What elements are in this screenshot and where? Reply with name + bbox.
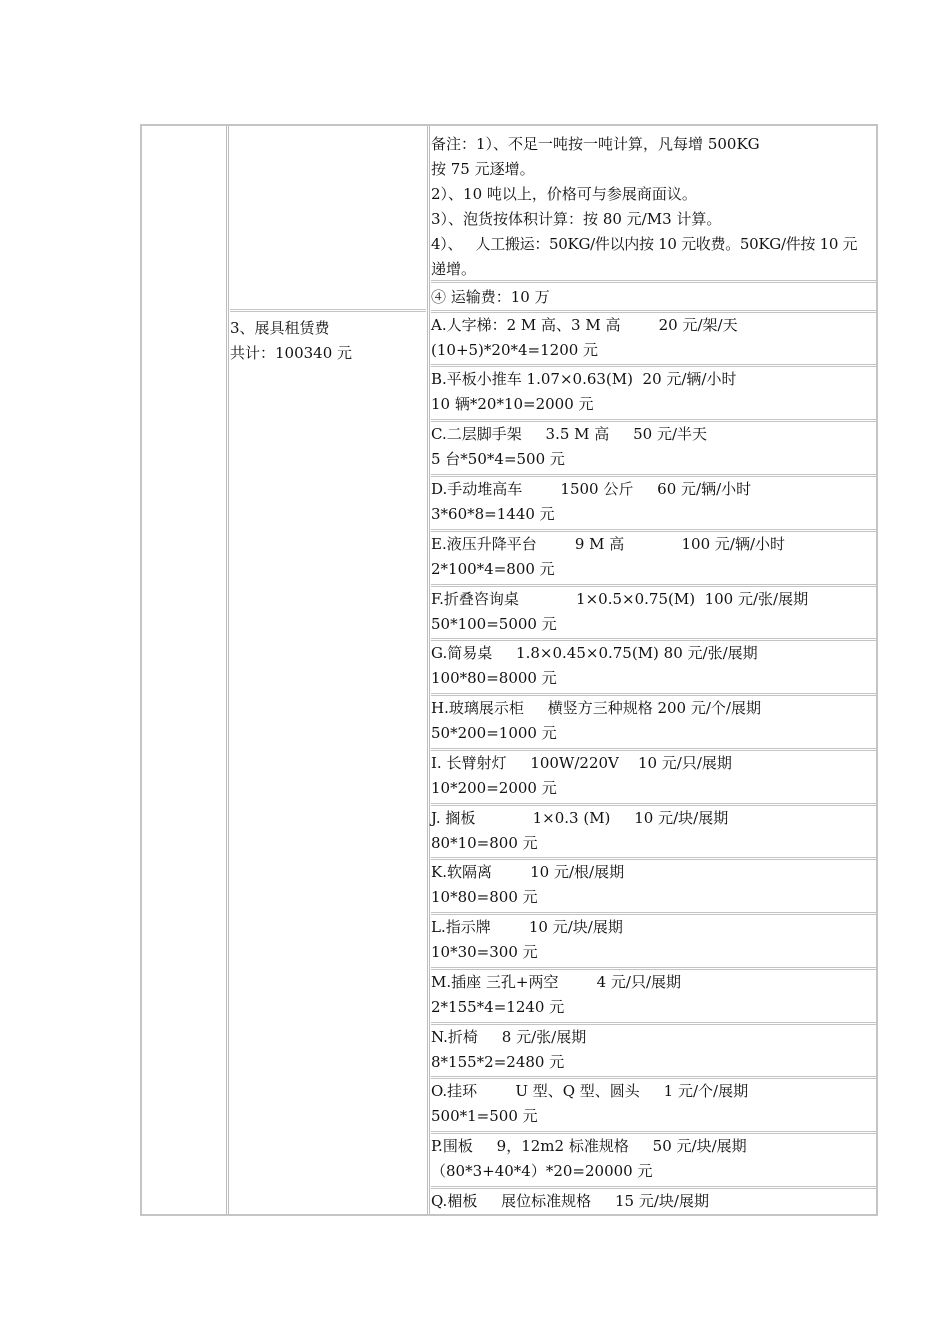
item-spec: J. 搁板 1×0.3 (M) 10 元/块/展期 xyxy=(431,809,729,827)
item-spec: K.软隔离 10 元/根/展期 xyxy=(431,863,625,881)
item-calc: 100*80=8000 元 xyxy=(431,669,557,687)
item-spec: E.液压升降平台 9 M 高 100 元/辆/小时 xyxy=(431,535,786,553)
column-divider-1 xyxy=(226,126,229,1214)
item-spec: O.挂环 U 型、Q 型、圆头 1 元/个/展期 xyxy=(431,1082,749,1100)
item-row xyxy=(431,313,877,367)
item-calc: 5 台*50*4=500 元 xyxy=(431,450,565,468)
item-spec: B.平板小推车 1.07×0.63(M) 20 元/辆/小时 xyxy=(431,370,737,388)
item-row xyxy=(431,1134,877,1189)
item-row xyxy=(431,532,877,587)
note-line-2: 按 75 元逐增。 xyxy=(431,160,535,178)
item-calc: 10*80=800 元 xyxy=(431,888,538,906)
note-line-5: 4）、 人工搬运：50KG/件以内按 10 元收费。50KG/件按 10 元 xyxy=(431,235,858,253)
item-row xyxy=(431,1189,877,1214)
item-spec: M.插座 三孔+两空 4 元/只/展期 xyxy=(431,973,682,991)
item-row xyxy=(431,641,877,696)
item-spec: H.玻璃展示柜 横竖方三种规格 200 元/个/展期 xyxy=(431,699,761,717)
item-calc: 8*155*2=2480 元 xyxy=(431,1053,565,1071)
item-row xyxy=(431,696,877,751)
note-line-1: 备注：1）、不足一吨按一吨计算，凡每增 500KG xyxy=(431,135,760,153)
item-calc: 80*10=800 元 xyxy=(431,834,538,852)
item-row xyxy=(431,860,877,915)
category-total: 共计：100340 元 xyxy=(230,344,353,362)
item-calc: （80*3+40*4）*20=20000 元 xyxy=(431,1162,653,1180)
item-row xyxy=(431,970,877,1025)
item-row xyxy=(431,1079,877,1134)
item-calc: 2*155*4=1240 元 xyxy=(431,998,565,1016)
category-title: 3、展具租赁费 xyxy=(230,319,330,337)
item-row xyxy=(431,806,877,860)
notes-row xyxy=(431,130,877,283)
item-spec: G.简易桌 1.8×0.45×0.75(M) 80 元/张/展期 xyxy=(431,644,758,662)
column-divider-2 xyxy=(427,126,430,1214)
item-spec: Q.楣板 展位标准规格 15 元/块/展期 xyxy=(431,1192,709,1210)
item-row xyxy=(431,1025,877,1079)
item-spec: F.折叠咨询桌 1×0.5×0.75(M) 100 元/张/展期 xyxy=(431,590,809,608)
item-spec: C.二层脚手架 3.5 M 高 50 元/半天 xyxy=(431,425,708,443)
transport-row xyxy=(431,283,877,313)
item-row xyxy=(431,367,877,422)
item-calc: 10*200=2000 元 xyxy=(431,779,557,797)
item-spec: P.围板 9，12m2 标准规格 50 元/块/展期 xyxy=(431,1137,747,1155)
note-line-6: 递增。 xyxy=(431,260,477,278)
item-row xyxy=(431,422,877,477)
category-cell xyxy=(230,316,352,366)
item-spec: A.人字梯：2 M 高、3 M 高 20 元/架/天 xyxy=(431,316,738,334)
item-spec: D.手动堆高车 1500 公斤 60 元/辆/小时 xyxy=(431,480,752,498)
item-spec: N.折椅 8 元/张/展期 xyxy=(431,1028,587,1046)
item-calc: 10 辆*20*10=2000 元 xyxy=(431,395,594,413)
item-row xyxy=(431,477,877,532)
transport-fee: ④ 运输费：10 万 xyxy=(431,288,550,306)
item-calc: 3*60*8=1440 元 xyxy=(431,505,555,523)
fee-table xyxy=(140,124,878,1216)
note-line-3: 2）、10 吨以上，价格可与参展商面议。 xyxy=(431,185,697,203)
item-calc: 2*100*4=800 元 xyxy=(431,560,555,578)
category-divider xyxy=(230,309,426,312)
item-calc: 10*30=300 元 xyxy=(431,943,538,961)
item-calc: 50*200=1000 元 xyxy=(431,724,557,742)
item-calc: (10+5)*20*4=1200 元 xyxy=(431,341,599,359)
note-line-4: 3）、泡货按体积计算：按 80 元/M3 计算。 xyxy=(431,210,722,228)
item-row xyxy=(431,587,877,641)
item-row xyxy=(431,915,877,970)
item-row xyxy=(431,751,877,806)
item-calc: 50*100=5000 元 xyxy=(431,615,557,633)
item-calc: 500*1=500 元 xyxy=(431,1107,538,1125)
item-spec: L.指示牌 10 元/块/展期 xyxy=(431,918,623,936)
item-spec: I. 长臂射灯 100W/220V 10 元/只/展期 xyxy=(431,754,732,772)
